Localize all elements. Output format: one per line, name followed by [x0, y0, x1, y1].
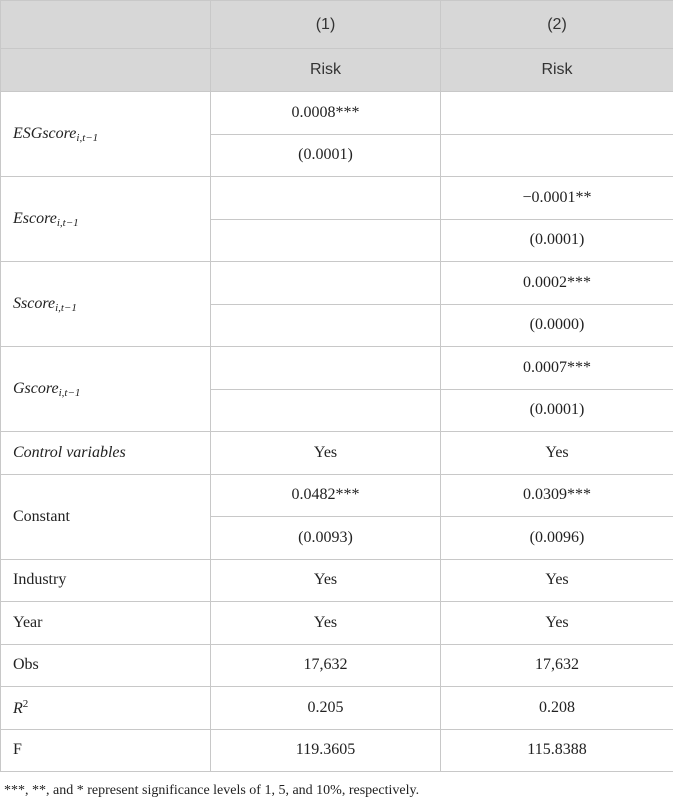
cell-esgscore-col1: 0.0008***	[211, 92, 441, 135]
table-row-sscore	[1, 262, 673, 305]
cell-industry-col1: Yes	[211, 559, 441, 602]
cell-gscore-se-col2: (0.0001)	[441, 389, 673, 432]
row-label-controls: Control variables	[1, 432, 211, 475]
table-row-industry	[1, 559, 673, 602]
table-row-f	[1, 729, 673, 772]
cell-escore-col1	[211, 177, 441, 220]
header-col2-dependent: Risk	[441, 49, 673, 92]
cell-controls-col1: Yes	[211, 432, 441, 475]
row-label-year: Year	[1, 602, 211, 645]
table-footnote: ***, **, and * represent significance levels of 1, 5, and 10%, respectively.	[4, 783, 420, 798]
cell-constant-col2: 0.0309***	[441, 474, 673, 517]
row-label-constant: Constant	[1, 474, 211, 559]
row-label-r2: $R^2$	[1, 687, 211, 730]
cell-f-col1: 119.3605	[211, 729, 441, 772]
cell-sscore-col1	[211, 262, 441, 305]
row-label-f: F	[1, 729, 211, 772]
cell-f-col2: 115.8388	[441, 729, 673, 772]
row-label-obs: Obs	[1, 644, 211, 687]
cell-esgscore-se-col2	[441, 134, 673, 177]
table-row-constant	[1, 474, 673, 517]
cell-escore-col2: −0.0001**	[441, 177, 673, 220]
cell-constant-se-col2: (0.0096)	[441, 517, 673, 560]
cell-escore-se-col2: (0.0001)	[441, 219, 673, 262]
cell-sscore-se-col1	[211, 304, 441, 347]
cell-sscore-se-col2: (0.0000)	[441, 304, 673, 347]
cell-escore-se-col1	[211, 219, 441, 262]
row-label-gscore: Gscore$_{i,t-1}$	[1, 347, 211, 432]
cell-year-col1: Yes	[211, 602, 441, 645]
row-label-sscore: Sscore$_{i,t-1}$	[1, 262, 211, 347]
cell-obs-col1: 17,632	[211, 644, 441, 687]
cell-gscore-se-col1	[211, 389, 441, 432]
header-col1-number: (1)	[211, 1, 441, 49]
row-label-esgscore: ESGscore$_{i,t-1}$	[1, 92, 211, 177]
cell-esgscore-se-col1: (0.0001)	[211, 134, 441, 177]
header-empty-cell	[1, 1, 211, 49]
header-col1-dependent: Risk	[211, 49, 441, 92]
header-empty-cell	[1, 49, 211, 92]
table-row-controls	[1, 432, 673, 475]
cell-esgscore-col2	[441, 92, 673, 135]
cell-year-col2: Yes	[441, 602, 673, 645]
cell-controls-col2: Yes	[441, 432, 673, 475]
table-row-year	[1, 602, 673, 645]
cell-obs-col2: 17,632	[441, 644, 673, 687]
table-row-gscore	[1, 347, 673, 390]
cell-constant-se-col1: (0.0093)	[211, 517, 441, 560]
cell-industry-col2: Yes	[441, 559, 673, 602]
row-label-escore: Escore$_{i,t-1}$	[1, 177, 211, 262]
header-row-numbers	[1, 1, 673, 49]
cell-constant-col1: 0.0482***	[211, 474, 441, 517]
row-label-industry: Industry	[1, 559, 211, 602]
header-row-dependent	[1, 49, 673, 92]
table-row-escore	[1, 177, 673, 220]
table-row-obs	[1, 644, 673, 687]
header-col2-number: (2)	[441, 1, 673, 49]
table-row-r2	[1, 687, 673, 730]
cell-r2-col2: 0.208	[441, 687, 673, 730]
cell-gscore-col1	[211, 347, 441, 390]
table-row-esgscore	[1, 92, 673, 135]
cell-gscore-col2: 0.0007***	[441, 347, 673, 390]
cell-sscore-col2: 0.0002***	[441, 262, 673, 305]
cell-r2-col1: 0.205	[211, 687, 441, 730]
